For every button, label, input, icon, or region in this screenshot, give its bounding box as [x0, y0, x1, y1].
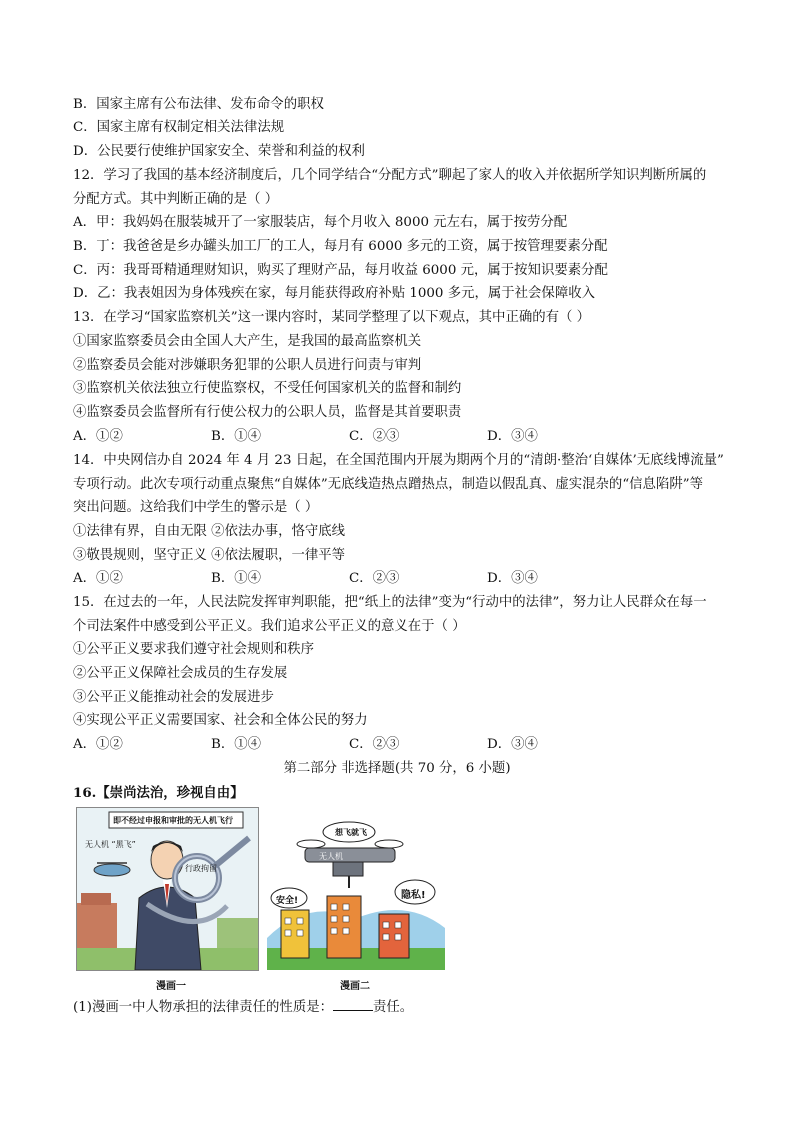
q13-statement-2: ②监察委员会能对涉嫌职务犯罪的公职人员进行问责与审判 — [73, 358, 422, 373]
q14-option-a: A．①② — [73, 571, 123, 586]
q11-option-b: B．国家主席有公布法律、发布命令的职权 — [73, 97, 324, 112]
q13-option-a: A．①② — [73, 429, 123, 444]
q15-options — [73, 736, 633, 754]
comic-two-bubble-privacy: 隐私! — [401, 890, 426, 901]
q14-options — [73, 570, 633, 588]
q13-option-b: B．①④ — [211, 429, 262, 444]
q15-option-b: B．①④ — [211, 737, 262, 752]
q16-sub1-suffix: 责任。 — [373, 1000, 414, 1015]
q15-statement-2: ②公平正义保障社会成员的生存发展 — [73, 666, 288, 681]
q15-option-c: C．②③ — [349, 737, 400, 752]
answer-blank[interactable] — [333, 998, 373, 1011]
comic-two-bubble-safe: 安全! — [276, 896, 299, 906]
q16-subquestion-1 — [73, 998, 413, 1017]
q12-stem-line1: 12．学习了我国的基本经济制度后，几个同学结合“分配方式”聊起了家人的收入并依据所学知识判断所属的 — [73, 168, 707, 183]
q12-option-a: A．甲：我妈妈在服装城开了一家服装店，每个月收入 8000 元左右，属于按劳分配 — [73, 215, 568, 230]
comic-one — [76, 807, 259, 971]
q14-statements-1-2: ①法律有界，自由无限 ②依法办事，恪守底线 — [73, 524, 346, 539]
comic-two — [267, 818, 445, 970]
q14-statements-3-4: ③敬畏规则，坚守正义 ④依法履职，一律平等 — [73, 548, 346, 563]
q15-stem-line1: 15．在过去的一年，人民法院发挥审判职能，把“纸上的法律”变为“行动中的法律”，努力让人民群众在每一 — [73, 595, 707, 610]
q15-stem-line2: 个司法案件中感受到公平正义。我们追求公平正义的意义在于（ ） — [73, 619, 466, 634]
q11-option-c: C．国家主席有权制定相关法律法规 — [73, 120, 285, 135]
q11-option-d: D．公民要行使维护国家安全、荣誉和利益的权利 — [73, 144, 365, 159]
q15-option-a: A．①② — [73, 737, 123, 752]
q14-option-d: D．③④ — [487, 571, 538, 586]
q13-statement-4: ④监察委员会监督所有行使公权力的公职人员，监督是其首要职责 — [73, 405, 462, 420]
comic-two-drone-label: 无人机 — [319, 852, 343, 861]
comic-one-drone-label: 无人机 “黑飞” — [85, 840, 136, 849]
q14-stem-line1: 14．中央网信办自 2024 年 4 月 23 日起，在全国范围内开展为期两个月的“清朗·整治‘自媒体’无底线博流量” — [73, 453, 724, 468]
part-two-heading: 第二部分 非选择题(共 70 分，6 小题) — [283, 761, 511, 776]
q15-statement-4: ④实现公平正义需要国家、社会和全体公民的努力 — [73, 713, 368, 728]
q13-option-d: D．③④ — [487, 429, 538, 444]
q14-option-b: B．①④ — [211, 571, 262, 586]
q13-statement-1: ①国家监察委员会由全国人大产生，是我国的最高监察机关 — [73, 334, 422, 349]
q13-option-c: C．②③ — [349, 429, 400, 444]
q15-statement-1: ①公平正义要求我们遵守社会规则和秩序 — [73, 642, 315, 657]
q13-stem: 13．在学习“国家监察机关”这一课内容时，某同学整理了以下观点，其中正确的有（ ） — [73, 310, 591, 325]
q16-title: 16.【崇尚法治，珍视自由】 — [73, 785, 244, 801]
q15-statement-3: ③公平正义能推动社会的发展进步 — [73, 690, 274, 705]
comic-two-bubble-fly: 想飞就飞 — [335, 828, 367, 837]
q12-option-c: C．丙：我哥哥精通理财知识，购买了理财产品，每月收益 6000 元，属于按知识要素分配 — [73, 263, 608, 278]
q14-stem-line2: 专项行动。此次专项行动重点聚焦“自媒体”无底线造热点蹭热点，制造以假乱真、虚实混杂的“信息陷阱”等 — [73, 477, 703, 492]
q13-options — [73, 428, 633, 446]
q14-stem-line3: 突出问题。这给我们中学生的警示是（ ） — [73, 500, 319, 515]
q13-statement-3: ③监察机关依法独立行使监察权，不受任何国家机关的监督和制约 — [73, 381, 462, 396]
q16-sub1-prefix: (1)漫画一中人物承担的法律责任的性质是： — [73, 1000, 333, 1015]
q12-option-d: D．乙：我表姐因为身体残疾在家，每月能获得政府补贴 1000 多元，属于社会保障收入 — [73, 286, 595, 301]
q14-option-c: C．②③ — [349, 571, 400, 586]
comic-one-banner: 即不经过申报和审批的无人机飞行 — [113, 816, 233, 825]
q12-option-b: B．丁：我爸爸是乡办罐头加工厂的工人，每月有 6000 多元的工资，属于按管理要素分配 — [73, 239, 608, 254]
comic-one-illustration — [77, 808, 258, 970]
comic-two-caption: 漫画二 — [340, 981, 370, 992]
q15-option-d: D．③④ — [487, 737, 538, 752]
comic-one-caption: 漫画一 — [156, 981, 186, 992]
comic-one-chain-label: 行政拘留 — [185, 864, 217, 873]
q12-stem-line2: 分配方式。其中判断正确的是（ ） — [73, 192, 279, 207]
